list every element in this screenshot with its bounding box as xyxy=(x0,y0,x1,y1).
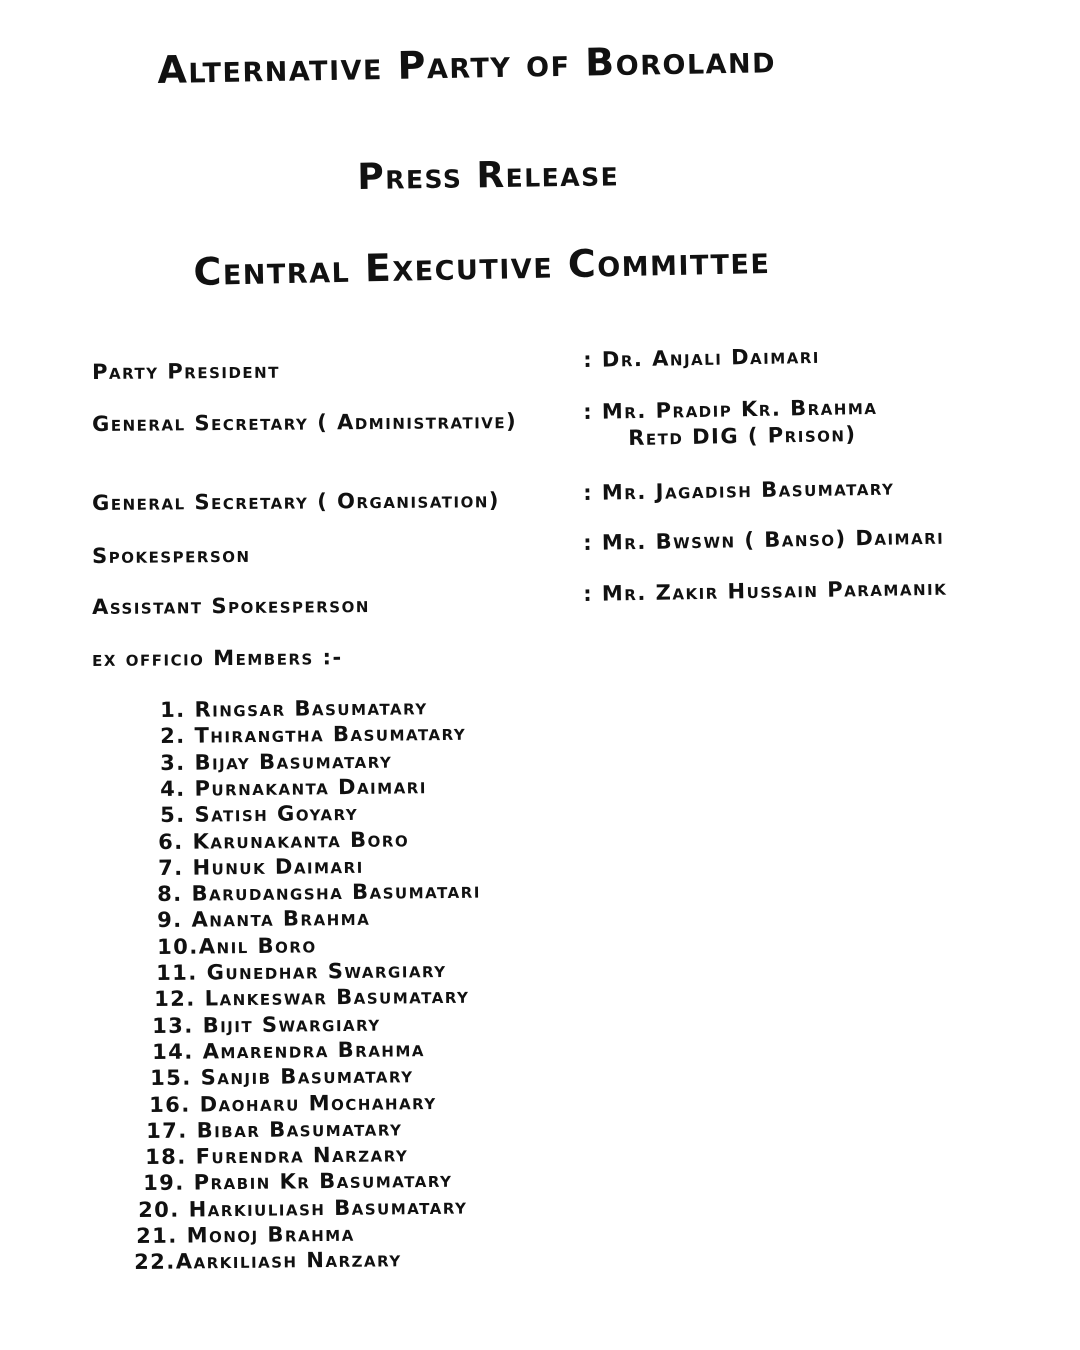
member-list-item: 21. Monoj Brahma xyxy=(136,1221,355,1248)
member-list-item: 20. Harkiuliash Basumatary xyxy=(138,1194,468,1222)
member-list-item: 5. Satish Goyary xyxy=(160,800,359,827)
member-list-item: 15. Sanjib Basumatary xyxy=(150,1063,414,1090)
party-name-heading: Alternative Party of Boroland xyxy=(157,37,777,92)
member-list-item: 13. Bijit Swargiary xyxy=(152,1011,381,1038)
member-list-item: 7. Hunuk Daimari xyxy=(158,853,364,880)
member-list-item: 10.Anil Boro xyxy=(157,933,317,959)
document-type-heading: Press Release xyxy=(357,153,620,198)
role-value-gen-sec-admin: : Mr. Pradip Kr. Brahma xyxy=(583,394,878,424)
member-list-item: 9. Ananta Brahma xyxy=(157,905,371,932)
member-list-item: 8. Barudangsha Basumatari xyxy=(157,878,481,906)
member-list-item: 17. Bibar Basumatary xyxy=(146,1116,403,1143)
role-label-assistant-spokesperson: Assistant Spokesperson xyxy=(92,593,370,619)
role-value-assistant-spokesperson: : Mr. Zakir Hussain Paramanik xyxy=(583,575,948,606)
role-value-spokesperson: : Mr. Bwswn ( Banso) Daimari xyxy=(583,524,945,555)
member-list-item: 18. Furendra Narzary xyxy=(145,1142,409,1169)
committee-heading: Central Executive Committee xyxy=(193,237,771,294)
member-list-item: 19. Prabin Kr Basumatary xyxy=(143,1167,453,1195)
member-list-item: 16. Daoharu Mochahary xyxy=(149,1089,437,1117)
role-value-gen-sec-admin-detail: Retd DIG ( Prison) xyxy=(628,422,857,450)
member-list-item: 14. Amarendra Brahma xyxy=(152,1037,426,1064)
member-list-item: 22.Aarkiliash Narzary xyxy=(134,1247,402,1274)
member-list-item: 4. Purnakanta Daimari xyxy=(160,774,427,801)
ex-officio-label: ex officio Members :- xyxy=(92,645,343,671)
role-value-gen-sec-org: : Mr. Jagadish Basumatary xyxy=(583,475,895,505)
role-label-gen-sec-admin: General Secretary ( Administrative) xyxy=(92,409,518,436)
role-label-president: Party President xyxy=(92,358,281,384)
member-list-item: 6. Karunakanta Boro xyxy=(158,827,410,854)
role-label-gen-sec-org: General Secretary ( Organisation) xyxy=(92,488,501,515)
member-list-item: 12. Lankeswar Basumatary xyxy=(154,983,470,1011)
member-list-item: 1. Ringsar Basumatary xyxy=(160,695,428,722)
member-list-item: 2. Thirangtha Basumatary xyxy=(160,720,467,748)
role-label-spokesperson: Spokesperson xyxy=(92,542,251,568)
member-list-item: 3. Bijay Basumatary xyxy=(160,748,393,775)
role-value-president: : Dr. Anjali Daimari xyxy=(583,343,821,372)
member-list-item: 11. Gunedhar Swargiary xyxy=(156,957,447,985)
